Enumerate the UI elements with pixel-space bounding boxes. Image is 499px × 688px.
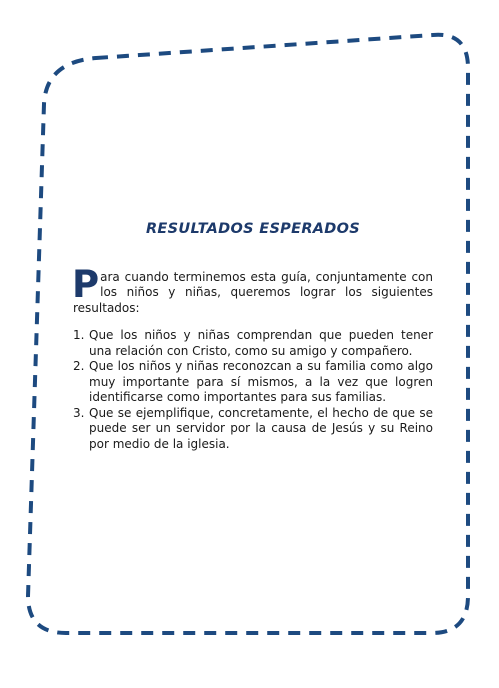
list-item-number: 2. [73,359,85,373]
intro-paragraph [72,262,433,317]
list-item [73,328,433,359]
document-body [73,222,433,452]
list-item [73,406,433,453]
drop-cap: P [72,262,100,306]
list-item-number: 1. [73,328,85,342]
list-item-text: Que se ejemplifique, concretamente, el hecho de que se puede ser un servidor por la causa de Jesús y su Reino por medio de la iglesia. [89,405,433,451]
list-item [73,359,433,406]
list-item-text: Que los niños y niñas comprendan que pueden tener una relación con Cristo, como su amigo y compañero. [89,328,433,358]
list-item-text: Que los niños y niñas reconozcan a su familia como algo muy importante para sí mismos, a la vez que logren identificarse como importantes para sus familias. [89,359,433,404]
results-list [73,328,433,452]
list-item-number: 3. [73,405,85,420]
section-heading: RESULTADOS ESPERADOS [145,221,361,237]
intro-text: ara cuando terminemos esta guía, conjuntamente con los niños y niñas, queremos lograr los siguientes resultados: [73,269,433,315]
